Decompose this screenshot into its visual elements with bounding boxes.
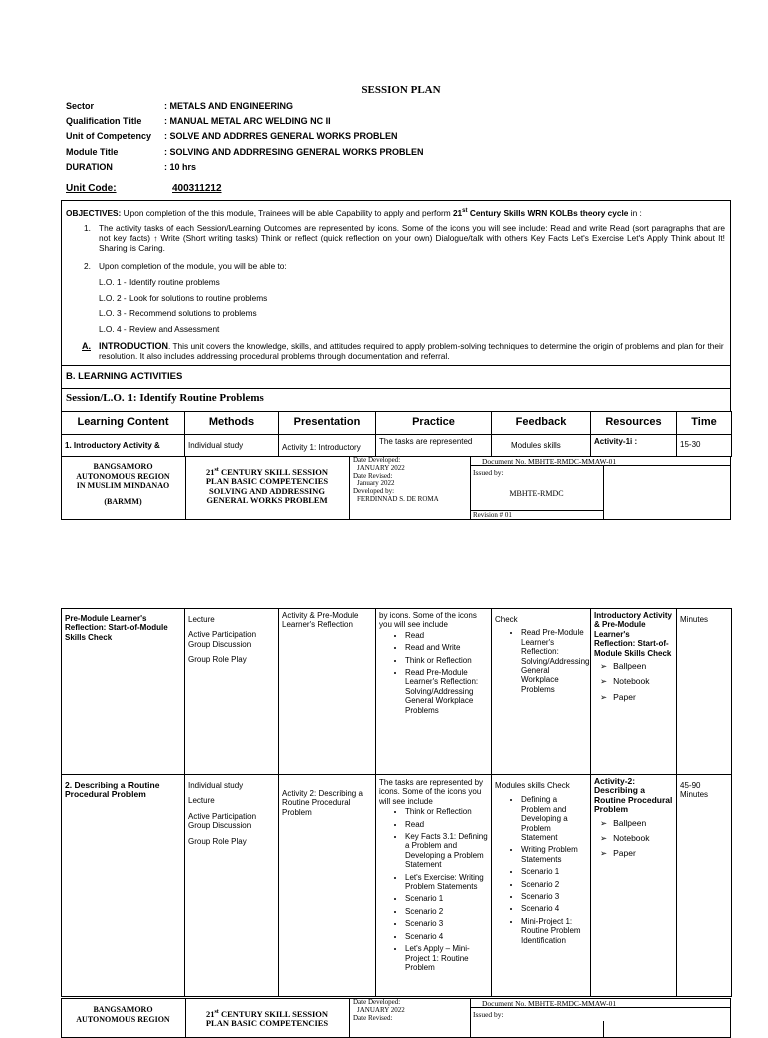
date-block [353,457,439,504]
plan-line: GENERAL WORKS PROBLEM [206,495,328,506]
plan-line: SOLVING AND ADDRESSING [209,485,325,496]
table-cell: The tasks are represented [376,435,492,457]
list-item: • Think or Reflection [405,656,488,665]
issued-by-label: Issued by: [473,468,504,477]
date-revised: January 2022 [357,479,395,488]
feedback-list [495,628,590,694]
header-value: : SOLVING AND ADDRRESING GENERAL WORKS PROBLEN [164,147,424,157]
list-item: • Defining a Problem and Developing a Problem Statement [521,795,587,842]
document-footer [61,998,731,1038]
date-developed: JANUARY 2022 [357,463,405,472]
table-cell: Pre-Module Learner's Reflection: Start-of-Module Skills Check [62,609,185,775]
list-item: ➢ Notebook [600,677,673,686]
table-cell: Individual study [185,435,279,457]
issued-by: MBHTE-RMDC [509,489,564,498]
session-title: Session/L.O. 1: Identify Routine Problems [66,392,264,404]
feedback-intro: Modules skills Check [495,781,570,790]
revision: Revision # 01 [473,511,512,519]
org-name [61,462,185,506]
org-name [61,1005,185,1024]
session-title-row [61,388,731,411]
header-label: DURATION [66,162,113,172]
list-item: • Read [405,631,488,640]
resources-list [594,662,673,702]
plan-title [185,1008,349,1029]
table-cell: 15-30 [677,435,732,457]
learning-activities-heading: B. LEARNING ACTIVITIES [66,371,183,382]
column-header: Time [677,412,732,435]
table-cell [591,609,677,775]
column-header: Learning Content [62,412,185,435]
header-value: : MANUAL METAL ARC WELDING NC II [164,116,331,126]
lo-2: L.O. 2 - Look for solutions to routine problems [99,293,268,303]
objectives-lead [66,206,726,218]
table-row [62,775,732,997]
method: Active Participation Group Discussion [188,811,257,831]
list-item: • Scenario 4 [405,932,488,941]
list-item: • Read and Write [405,643,488,652]
table-cell [492,775,591,997]
document-footer [61,456,731,520]
intro-label: INTRODUCTION [99,341,168,351]
plan-line: 21st CENTURY SKILL SESSION [205,1008,329,1019]
table-cell: Activity 1: Introductory [279,435,376,457]
method: Group Role Play [188,655,247,665]
table-cell: Activity & Pre-Module Learner's Reflection [279,609,376,775]
list-item: • Scenario 4 [521,904,587,913]
feedback-intro: Check [495,615,518,624]
lo-4: L.O. 4 - Review and Assessment [99,324,220,334]
learning-activities-row [61,365,731,388]
plan-title [185,466,349,506]
objective-item-1: The activity tasks of each Session/Learning Outcomes are represented by icons. Some of the icons you will see include: Read and write Read (sort paragraphs that are not key facts) ↑ Write (Short writing tasks) Think or reflect (quick reflection on your own) Dialogue/talk with others Key Facts Let's Exercise Let's Apply Think about It! Sharing is Caring. [99,223,725,254]
method: Lecture [188,796,215,806]
table-cell [376,775,492,997]
date-block [353,999,405,1022]
table-cell [185,609,279,775]
date-developed-label: Date Developed: [353,456,401,464]
column-header: Resources [591,412,677,435]
header-value: : 10 hrs [164,162,197,172]
list-item: • Key Facts 3.1: Defining a Problem and Developing a Problem Statement [405,832,488,870]
list-item: ➢ Paper [600,849,673,858]
date-revised-label: Date Revised: [353,1013,393,1022]
document-number: Document No. MBHTE-RMDC-MMAW-01 [482,999,617,1008]
org-line: AUTONOMOUS REGION [76,1014,170,1024]
table-cell: 45-90 Minutes [677,775,732,997]
lo-1: L.O. 1 - Identify routine problems [99,277,220,287]
header-label: Unit of Competency [66,131,152,141]
document-number: Document No. MBHTE-RMDC-MMAW-01 [482,457,617,466]
table-cell: Minutes [677,609,732,775]
list-item: • Scenario 1 [405,894,488,903]
table-cell: Modules skills [492,435,591,457]
list-item: ➢ Ballpeen [600,662,673,671]
date-developed: JANUARY 2022 [357,1005,405,1014]
list-item: • Mini-Project 1: Routine Problem Identification [521,917,587,945]
list-item: • Scenario 2 [521,880,587,889]
list-item: • Scenario 3 [521,892,587,901]
objectives-skills: 21st Century Skills WRN KOLBs theory cycle [452,207,629,218]
resources-list [594,819,673,859]
list-item: • Read [405,820,488,829]
developed-by: FERDINNAD S. DE ROMA [357,494,439,503]
list-item: • Scenario 3 [405,919,488,928]
method: Active Participation Group Discussion [188,630,257,649]
plan-line: PLAN BASIC COMPETENCIES [205,1018,329,1029]
intro-letter: A. [82,341,91,351]
column-header: Presentation [279,412,376,435]
header-value: : METALS AND ENGINEERING [164,101,294,111]
table-cell [591,775,677,997]
table-row [62,609,732,775]
header-label: Sector [66,101,95,111]
objectives-box [61,200,731,365]
org-line: IN MUSLIM MINDANAO [76,481,170,490]
table-cell [185,775,279,997]
practice-intro: by icons. Some of the icons you will see include [379,611,477,630]
practice-list [379,807,488,972]
learning-activities-table-page2 [61,608,732,997]
list-item: • Scenario 2 [405,907,488,916]
intro-text: . This unit covers the knowledge, skills, and attitudes required to apply problem-solving techniques to determine the origin of problems and plan for their resolution. It also includes addressing procedural problems through documentation and referral. [99,341,724,362]
header-label: Module Title [66,147,119,157]
list-item: • Let's Exercise: Writing Problem Statements [405,873,488,892]
org-line: BANGSAMORO [93,1005,153,1014]
lo-3: L.O. 3 - Recommend solutions to problems [99,308,257,318]
unit-code-label: Unit Code: [66,183,117,194]
column-header: Feedback [492,412,591,435]
table-cell: Activity-1i : [591,435,677,457]
issued-by-label: Issued by: [473,1010,504,1019]
list-item: • Scenario 1 [521,867,587,876]
org-line: BANGSAMORO [93,462,153,471]
list-item: ➢ Notebook [600,834,673,843]
objectives-label: OBJECTIVES: [66,207,122,218]
item2-num: 2. [84,261,91,271]
item1-num: 1. [84,223,91,233]
divider [470,998,471,1038]
objective-item-2: Upon completion of the module, you will be able to: [99,261,287,271]
column-header: Methods [185,412,279,435]
method: Lecture [188,615,215,624]
list-item: ➢ Ballpeen [600,819,673,828]
org-line: AUTONOMOUS REGION [76,471,170,481]
introduction [99,341,725,361]
objectives-text: Upon completion of the this module, Trainees will be able Capability to apply and perform [121,207,453,218]
org-line: (BARMM) [104,496,142,506]
header-label: Qualification Title [66,116,142,126]
list-item: • Writing Problem Statements [521,845,587,864]
divider [349,456,350,520]
divider [349,998,350,1038]
list-item: ➢ Paper [600,693,673,702]
developed-by-label: Developed by: [353,487,395,496]
list-item: • Think or Reflection [405,807,488,816]
practice-list [379,631,488,715]
table-cell [492,609,591,775]
method: Group Role Play [188,836,247,846]
list-item: • Read Pre-Module Learner's Reflection: Solving/Addressing General Workplace Problems [405,668,488,715]
plan-line: 21st CENTURY SKILL SESSION [205,466,329,477]
learning-activities-table-page1 [61,411,732,457]
column-header: Practice [376,412,492,435]
plan-line: PLAN BASIC COMPETENCIES [205,476,329,487]
resources-title: Introductory Activity & Pre-Module Learner's Reflection: Start-of-Module Skills Check [594,611,672,658]
page-title: SESSION PLAN [361,84,441,96]
header-value: : SOLVE AND ADDRRES GENERAL WORKS PROBLEN [164,131,398,141]
method: Individual study [188,781,244,790]
divider [603,465,604,520]
table-cell: 1. Introductory Activity & [62,435,185,457]
resources-title: Activity-2: Describing a Routine Procedural Problem [594,776,673,815]
list-item: • Read Pre-Module Learner's Reflection: Solving/Addressing General Workplace Problems [521,628,587,694]
table-cell [376,609,492,775]
objectives-end: in : [628,207,642,218]
unit-code-value: 400311212 [172,183,222,194]
date-developed-label: Date Developed: [353,998,401,1006]
practice-intro: The tasks are represented by icons. Some of the icons you will see include [379,778,484,806]
table-cell: 2. Describing a Routine Procedural Problem [62,775,185,997]
table-cell: Activity 2: Describing a Routine Procedural Problem [279,775,376,997]
date-revised-label: Date Revised: [353,471,393,480]
feedback-list [495,795,587,945]
list-item: • Let's Apply – Mini-Project 1: Routine Problem [405,944,488,972]
